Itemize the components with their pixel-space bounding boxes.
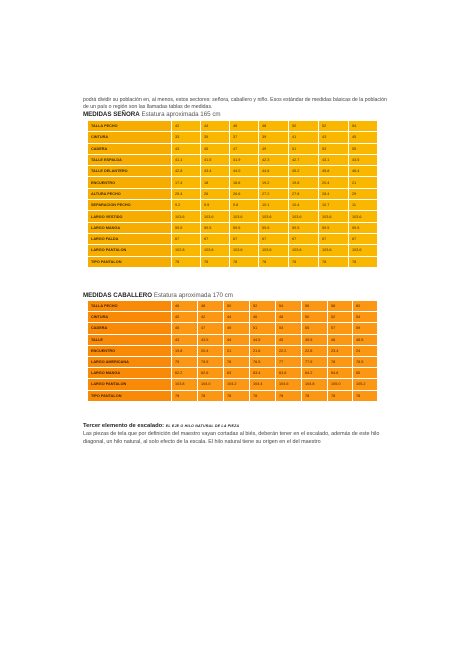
row-label: LARGO FALDA — [88, 233, 172, 244]
table-cell: 103.6 — [349, 211, 378, 222]
table-cell: 103.6 — [201, 245, 230, 256]
table-cell: 51 — [289, 143, 319, 154]
table-cell: 18.6 — [230, 177, 259, 188]
table-cell: 41.5 — [201, 154, 230, 165]
table-cell: 59.5 — [259, 222, 289, 233]
section-heading — [83, 423, 239, 429]
table-row — [88, 154, 378, 165]
table-cell: 42.7 — [289, 154, 319, 165]
table-cell: 103.6 — [201, 211, 230, 222]
table-cell: 59.5 — [172, 222, 201, 233]
table-cell: 104.6 — [276, 379, 302, 390]
table-cell: 50 — [302, 312, 328, 323]
row-label: ALTURA PECHO — [88, 188, 172, 199]
table-cell: 19.8 — [289, 177, 319, 188]
table-cell: 44.5 — [250, 334, 276, 345]
table-cell: 10.1 — [259, 200, 289, 211]
table-cell: 78 — [172, 256, 201, 267]
table-cell: 42.8 — [172, 166, 201, 177]
table-cell: 45 — [276, 334, 302, 345]
row-label: SEPARACION PECHO — [88, 200, 172, 211]
row-label: LARGO AMERICANA — [88, 356, 172, 367]
table-cell: 104.4 — [250, 379, 276, 390]
table-row — [88, 256, 378, 267]
table-cell: 10.7 — [319, 200, 349, 211]
table-row — [88, 200, 378, 211]
table-cell: 76 — [224, 356, 250, 367]
table-cell: 103.6 — [319, 245, 349, 256]
row-label: LARGO MANGA — [88, 222, 172, 233]
table-cell: 18 — [201, 177, 230, 188]
table-cell: 103.6 — [289, 211, 319, 222]
table-cell: 78 — [349, 256, 378, 267]
table-cell: 42 — [172, 121, 201, 132]
table-cell: 20.4 — [198, 345, 224, 356]
senora-table-title — [83, 111, 221, 118]
table-cell: 44 — [224, 334, 250, 345]
table-cell: 43.5 — [198, 334, 224, 345]
table-cell: 67 — [259, 233, 289, 244]
table-cell: 52 — [250, 301, 276, 312]
table-cell: 29 — [349, 188, 378, 199]
table-cell: 26.6 — [230, 188, 259, 199]
table-cell: 105.0 — [328, 379, 353, 390]
table-cell: 103.6 — [349, 245, 378, 256]
table-cell: 42.3 — [259, 154, 289, 165]
table-cell: 103.6 — [289, 245, 319, 256]
table-cell: 23.4 — [328, 345, 353, 356]
table-cell: 65 — [353, 368, 378, 379]
table-cell: 21 — [224, 345, 250, 356]
table-row — [88, 121, 378, 132]
table-cell: 104.8 — [302, 379, 328, 390]
table-cell: 59.5 — [349, 222, 378, 233]
table-cell: 53 — [276, 323, 302, 334]
table-cell: 78 — [250, 390, 276, 401]
senora-measurements-table — [87, 120, 378, 268]
table-cell: 67 — [289, 233, 319, 244]
table-row — [88, 188, 378, 199]
table-cell: 77 — [276, 356, 302, 367]
table-cell: 17.4 — [172, 177, 201, 188]
table-cell: 104.2 — [224, 379, 250, 390]
table-cell: 40 — [172, 312, 198, 323]
table-cell: 9.8 — [230, 200, 259, 211]
table-cell: 78 — [289, 256, 319, 267]
table-cell: 67 — [201, 233, 230, 244]
row-label: ENCUENTRO — [88, 345, 172, 356]
table-cell: 58 — [328, 301, 353, 312]
row-label: TALLE DELANTERO — [88, 166, 172, 177]
table-cell: 78 — [328, 356, 353, 367]
table-cell: 78.5 — [353, 356, 378, 367]
table-cell: 49 — [224, 323, 250, 334]
row-label: LARGO VESTIDO — [88, 211, 172, 222]
caballero-title: MEDIDAS CABALLERO — [83, 292, 153, 299]
row-label: TALLA PECHO — [88, 301, 172, 312]
table-cell: 59.5 — [319, 222, 349, 233]
table-row — [88, 222, 378, 233]
table-cell: 67 — [230, 233, 259, 244]
table-cell: 59.5 — [201, 222, 230, 233]
table-cell: 64.6 — [328, 368, 353, 379]
table-cell: 77.5 — [302, 356, 328, 367]
table-cell: 46.5 — [353, 334, 378, 345]
table-cell: 41 — [289, 132, 319, 143]
table-cell: 75 — [172, 356, 198, 367]
table-cell: 9.2 — [172, 200, 201, 211]
table-cell: 22.2 — [276, 345, 302, 356]
table-cell: 78 — [353, 390, 378, 401]
senora-subtitle: Estatura aproximada 165 cm — [141, 111, 221, 118]
section-heading-text: Tercer elemento de escalado: — [83, 423, 165, 429]
table-cell: 59 — [353, 323, 378, 334]
table-cell: 10.4 — [289, 200, 319, 211]
table-row — [88, 334, 378, 345]
table-cell: 62.2 — [172, 368, 198, 379]
table-cell: 49 — [259, 143, 289, 154]
table-row — [88, 356, 378, 367]
table-row — [88, 132, 378, 143]
table-cell: 103.6 — [259, 211, 289, 222]
table-cell: 55 — [302, 323, 328, 334]
table-cell: 43.4 — [201, 166, 230, 177]
table-cell: 48 — [198, 301, 224, 312]
table-cell: 19.8 — [172, 345, 198, 356]
table-cell: 46.4 — [349, 166, 378, 177]
table-cell: 78 — [201, 256, 230, 267]
table-cell: 54 — [353, 312, 378, 323]
row-label: LARGO PANTALON — [88, 245, 172, 256]
table-row — [88, 245, 378, 256]
table-cell: 43.5 — [349, 154, 378, 165]
table-row — [88, 301, 378, 312]
table-cell: 44 — [224, 312, 250, 323]
table-cell: 48 — [276, 312, 302, 323]
caballero-subtitle: Estatura aproximada 170 cm — [153, 292, 233, 299]
table-cell: 42 — [198, 312, 224, 323]
table-cell: 44 — [201, 121, 230, 132]
table-cell: 78 — [328, 390, 353, 401]
table-cell: 21 — [349, 177, 378, 188]
table-cell: 63.4 — [250, 368, 276, 379]
intro-paragraph: podrá dividir su población en, al menos, estos sectores: señora, caballero y niño. Esos estándar de medidas básicas de la población de un país o región son las llamadas tablas de medidas. — [83, 97, 387, 110]
table-cell: 26 — [201, 188, 230, 199]
table-row — [88, 233, 378, 244]
table-cell: 43 — [172, 143, 201, 154]
row-label: ENCUENTRO — [88, 177, 172, 188]
table-cell: 103.6 — [172, 211, 201, 222]
table-cell: 52 — [328, 312, 353, 323]
table-cell: 63.8 — [276, 368, 302, 379]
table-cell: 67 — [349, 233, 378, 244]
row-label: CADERA — [88, 143, 172, 154]
table-cell: 54 — [349, 121, 378, 132]
table-cell: 46 — [328, 334, 353, 345]
table-cell: 44.6 — [259, 166, 289, 177]
table-cell: 39 — [259, 132, 289, 143]
table-cell: 45 — [172, 323, 198, 334]
table-cell: 59.5 — [289, 222, 319, 233]
table-cell: 46 — [250, 312, 276, 323]
caballero-table-title — [83, 292, 233, 299]
table-cell: 9.5 — [201, 200, 230, 211]
table-cell: 45 — [201, 143, 230, 154]
row-label: TALLA PECHO — [88, 121, 172, 132]
table-cell: 37 — [230, 132, 259, 143]
table-cell: 19.2 — [259, 177, 289, 188]
table-cell: 47 — [230, 143, 259, 154]
table-cell: 28.4 — [319, 188, 349, 199]
table-cell: 43 — [319, 132, 349, 143]
table-cell: 11 — [349, 200, 378, 211]
table-cell: 78 — [319, 256, 349, 267]
table-cell: 102.8 — [172, 245, 201, 256]
table-cell: 78 — [230, 256, 259, 267]
table-cell: 54 — [276, 301, 302, 312]
row-label: TALLE ESPALDA — [88, 154, 172, 165]
row-label: CINTURA — [88, 132, 172, 143]
table-row — [88, 379, 378, 390]
table-cell: 104.0 — [198, 379, 224, 390]
table-cell: 24 — [353, 345, 378, 356]
table-cell: 45.8 — [319, 166, 349, 177]
table-cell: 20.4 — [319, 177, 349, 188]
table-cell: 105.2 — [353, 379, 378, 390]
table-cell: 22.8 — [302, 345, 328, 356]
table-cell: 62.6 — [198, 368, 224, 379]
table-row — [88, 143, 378, 154]
table-cell: 64.2 — [302, 368, 328, 379]
table-row — [88, 390, 378, 401]
table-row — [88, 211, 378, 222]
table-cell: 78 — [172, 390, 198, 401]
table-cell: 103.6 — [230, 245, 259, 256]
table-cell: 50 — [289, 121, 319, 132]
table-cell: 55 — [349, 143, 378, 154]
table-row — [88, 323, 378, 334]
table-cell: 43.1 — [319, 154, 349, 165]
row-label: CINTURA — [88, 312, 172, 323]
table-cell: 103.6 — [259, 245, 289, 256]
table-cell: 67 — [319, 233, 349, 244]
table-cell: 25.4 — [172, 188, 201, 199]
table-cell: 78 — [276, 390, 302, 401]
table-cell: 41.1 — [172, 154, 201, 165]
table-cell: 43 — [172, 334, 198, 345]
table-row — [88, 368, 378, 379]
table-cell: 33 — [172, 132, 201, 143]
row-label: TIPO PANTALON — [88, 390, 172, 401]
table-cell: 63 — [224, 368, 250, 379]
section-body: Las piezas de tela que por definición del maestro vayan cortadas al biés, deberán tener en el escalado, además de este hilo diagonal, un hilo natural, al solo efecto de la escala. El hilo natural tiene su origen en el del maestro — [83, 431, 380, 445]
table-cell: 21.6 — [250, 345, 276, 356]
table-cell: 78 — [198, 390, 224, 401]
table-cell: 41.9 — [230, 154, 259, 165]
row-label: LARGO MANGA — [88, 368, 172, 379]
row-label: CADERA — [88, 323, 172, 334]
table-cell: 52 — [319, 121, 349, 132]
table-cell: 46 — [230, 121, 259, 132]
table-cell: 76.5 — [250, 356, 276, 367]
senora-title: MEDIDAS SEÑORA — [83, 111, 140, 118]
table-cell: 60 — [353, 301, 378, 312]
table-cell: 45 — [349, 132, 378, 143]
table-cell: 103.6 — [319, 211, 349, 222]
table-cell: 46 — [172, 301, 198, 312]
table-cell: 51 — [250, 323, 276, 334]
table-cell: 67 — [172, 233, 201, 244]
table-row — [88, 345, 378, 356]
table-cell: 45.5 — [302, 334, 328, 345]
row-label: LARGO PANTALON — [88, 379, 172, 390]
table-cell: 50 — [224, 301, 250, 312]
table-cell: 57 — [328, 323, 353, 334]
row-label: TALLE — [88, 334, 172, 345]
table-cell: 78 — [224, 390, 250, 401]
table-cell: 56 — [302, 301, 328, 312]
row-label: TIPO PANTALON — [88, 256, 172, 267]
table-cell: 27.2 — [259, 188, 289, 199]
table-row — [88, 177, 378, 188]
table-cell: 59.5 — [230, 222, 259, 233]
table-cell: 103.6 — [230, 211, 259, 222]
caballero-measurements-table — [87, 300, 378, 402]
table-cell: 78 — [259, 256, 289, 267]
table-row — [88, 166, 378, 177]
table-cell: 45.2 — [289, 166, 319, 177]
table-cell: 53 — [319, 143, 349, 154]
table-cell: 27.8 — [289, 188, 319, 199]
table-cell: 35 — [201, 132, 230, 143]
table-cell: 48 — [259, 121, 289, 132]
table-cell: 44.0 — [230, 166, 259, 177]
table-cell: 47 — [198, 323, 224, 334]
section-heading-note: EL EJE O HILO NATURAL DE LA PIEZA — [165, 424, 240, 428]
table-cell: 75.5 — [198, 356, 224, 367]
table-cell: 78 — [302, 390, 328, 401]
table-row — [88, 312, 378, 323]
table-cell: 103.8 — [172, 379, 198, 390]
